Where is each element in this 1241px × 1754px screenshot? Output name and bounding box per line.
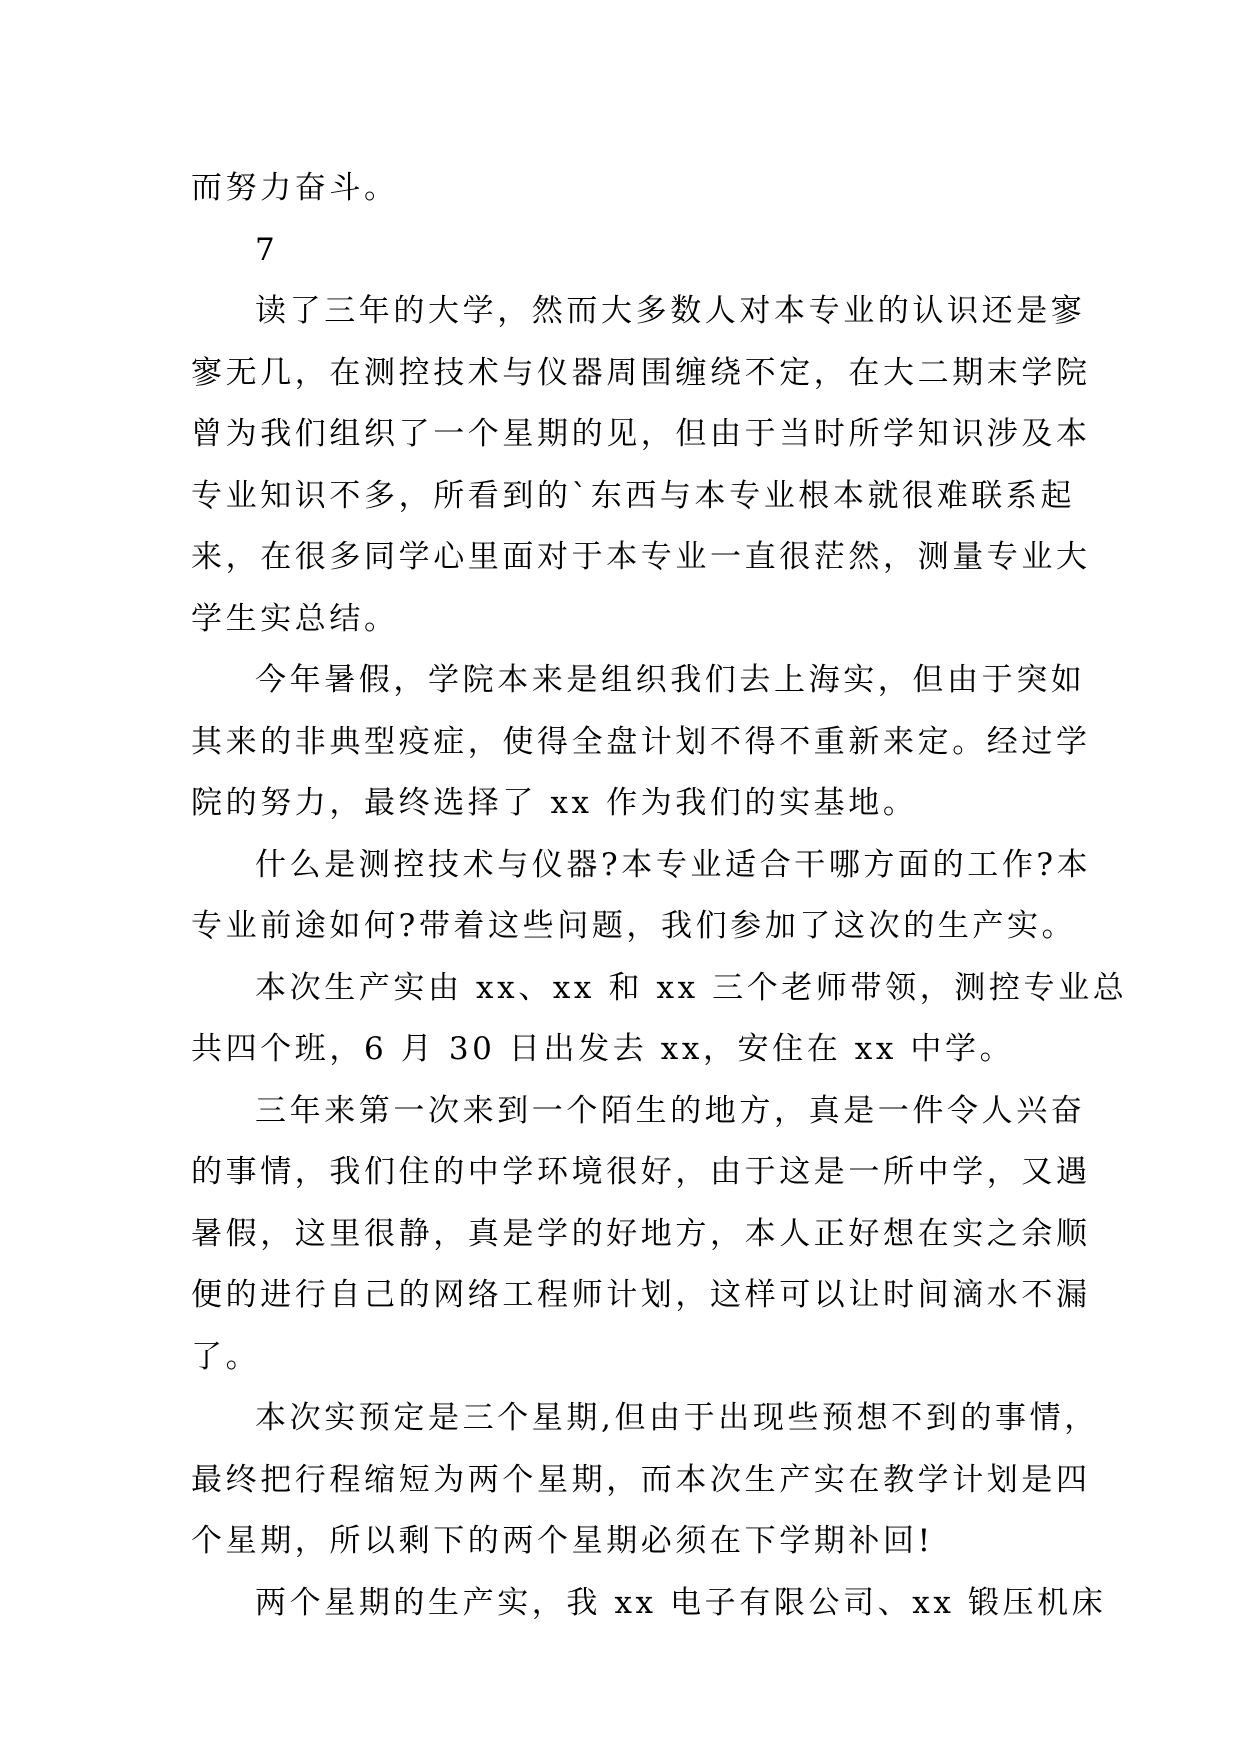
text-line: 最终把行程缩短为两个星期，而本次生产实在教学计划是四 bbox=[191, 1461, 1091, 1498]
text-line: 什么是测控技术与仪器?本专业适合干哪方面的工作?本 bbox=[255, 846, 1092, 883]
text-line: 暑假，这里很静，真是学的好地方，本人正好想在实之余顺 bbox=[191, 1215, 1091, 1252]
text-line: 曾为我们组织了一个星期的见，但由于当时所学知识涉及本 bbox=[191, 416, 1091, 452]
text-line: 的事情，我们住的中学环境很好，由于这是一所中学，又遇 bbox=[191, 1154, 1091, 1190]
text-line: 而努力奋斗。 bbox=[191, 170, 399, 206]
text-line: 两个星期的生产实，我 xx 电子有限公司、xx 锻压机床 bbox=[255, 1584, 1107, 1621]
text-line: 专业前途如何?带着这些问题，我们参加了这次的生产实。 bbox=[191, 908, 1077, 944]
text-line: 本次实预定是三个星期,但由于出现些预想不到的事情， bbox=[255, 1400, 1099, 1436]
text-line: 来，在很多同学心里面对于本专业一直很茫然，测量专业大 bbox=[191, 539, 1091, 575]
text-line: 共四个班，6 月 30 日出发去 xx，安住在 xx 中学。 bbox=[191, 1031, 1015, 1067]
text-line: 学生实总结。 bbox=[191, 600, 399, 637]
text-line: 寥无几，在测控技术与仪器周围缠绕不定，在大二期末学院 bbox=[191, 354, 1091, 391]
text-line: 专业知识不多，所看到的`东西与本专业根本就很难联系起 bbox=[191, 477, 1076, 514]
text-line: 个星期，所以剩下的两个星期必须在下学期补回! bbox=[191, 1523, 934, 1559]
text-line: 读了三年的大学，然而大多数人对本专业的认识还是寥 bbox=[255, 293, 1086, 329]
text-line: 今年暑假，学院本来是组织我们去上海实，但由于突如 bbox=[255, 662, 1086, 698]
text-line: 了。 bbox=[191, 1338, 261, 1375]
text-line: 其来的非典型疫症，使得全盘计划不得不重新来定。经过学 bbox=[191, 723, 1091, 760]
text-line: 便的进行自己的网络工程师计划，这样可以让时间滴水不漏 bbox=[191, 1277, 1091, 1313]
text-line: 本次生产实由 xx、xx 和 xx 三个老师带领，测控专业总 bbox=[255, 969, 1128, 1006]
page-number: 7 bbox=[255, 231, 275, 268]
text-line: 三年来第一次来到一个陌生的地方，真是一件令人兴奋 bbox=[255, 1092, 1086, 1129]
body-text bbox=[191, 158, 1128, 1634]
text-line: 院的努力，最终选择了 xx 作为我们的实基地。 bbox=[191, 785, 918, 821]
